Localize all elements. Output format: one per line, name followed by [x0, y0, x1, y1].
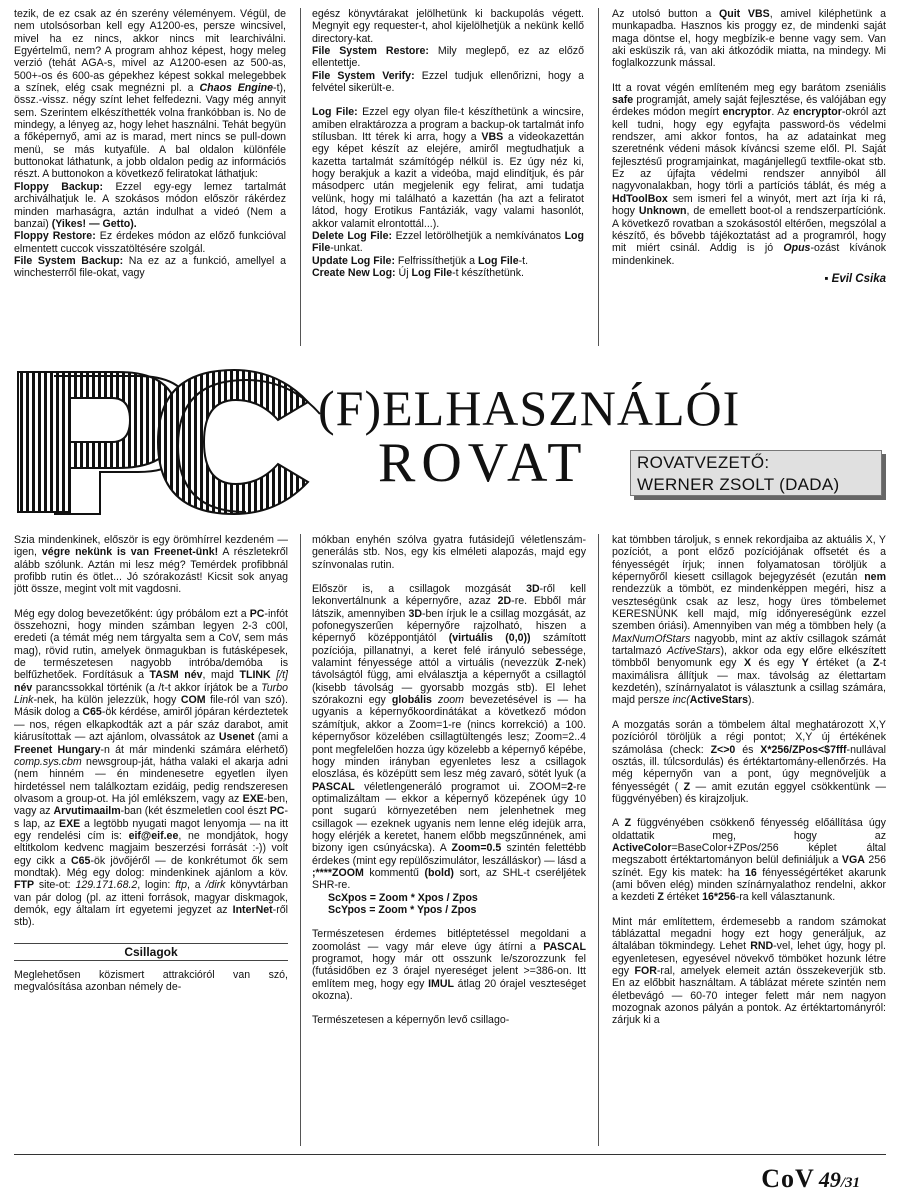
paragraph: egész könyvtárakat jelölhetünk ki backupolás végett. Megnyit egy requester-t, ahol kijelölhetjük a nekünk kellő directory-kat. File System Restore: Mily meglepő, ez az előző ellentettje. File System Verify: Ezzel tudjuk ellenőrizni, hogy a felvétel sikerült-e.	[312, 8, 584, 95]
page-total: /31	[840, 1175, 860, 1191]
article-column-3	[612, 534, 886, 1148]
article-column-2	[312, 534, 586, 1148]
paragraph: tezik, de ez csak az én szerény véleményem. Végül, de nem utolsósorban kell egy A1200-es, persze wincsivel, mivel ha ez nincs, akkor nincs mit learchiválni. Egyértelmű, nem? A program ahhoz képest, hogy meleg verzió (tehát AGA-s, mivel az A1200-esen az 500-as, 500+-os és 600-as gépekhez képest sokkal melegebbek a színek, elég csak megnézni pl. a Chaos Engine-t), össz.-vissz. négy színt lehet felfedezni. Vagy még annyit sem. Szerintem elkészíthették volna frankóbban is. No de mindegy, a lényeg az, hogy lehet használni. Tehát begyün a főképernyő, ami az is marad, mert nincs se pull-down menü, se más kutyafüle. A bal oldalon különféle buttonokat láthatunk, a jobb oldalon pedig az információs részt. A buttonokon a következő feliratokat láthatjuk: Floppy Backup: Ezzel egy-egy lemez tartalmát archiválhatjuk le. A szokásos módon először rákérdez minden marhaságra, aztán indulhat a videó (Nem a banzai) (Yikes! — Getto). Floppy Restore: Ez érdekes módon az előző funkcióval elmentett cuccok visszatöltésére szolgál. File System Backup: Na ez az a funkció, amellyel a winchesterről file-okat, vagy	[14, 8, 286, 280]
paragraph: Meglehetősen közismert attrakcióról van szó, megvalósítása azonban némely de-	[14, 969, 288, 994]
pc-logo-icon	[8, 362, 328, 522]
paragraph: Először is, a csillagok mozgását 3D-ről kell lekonvertálnunk a képernyőre, azaz 2D-re. Ebből már látszik, amennyiben 3D-ben írjuk le a csillag mozgását, az pofonegyszerűen képernyőre rajzolható, hiszen a képernyő középpontjától (virtuális (0,0)) számított pozíciója, pillanatnyi, a keret felé irányuló sebessége, valamint fényessége attól a virtuális (nevezzük Z-nek) távolságtól függ, ami elválasztja a képernyőt a csillagtól (kisebb távolság — gyorsabb mozgás stb). El lehet szórakozni egy globális zoom bevezetésével is — ha ugyanis a képernyőkoordinátákat a következő módon számítjuk, akkor a Zoom=1-re (nincs korrekció) a 100. képernyősor közelében csillagtültengés lesz; Zoom=2..4 pont megfelelően hozza úgy közelebb a képernyő képébe, hogy minden irányban egyenletes lesz a csillagok eloszlása, és középütt sem lesz még zavaró, sötét lyuk (a PASCAL véletlengeneráló programot ui. ZOOM=2-re optimalizáltam — ekkor a képernyő közepének úgy 10 pont sugarú környezetében nem jelenhetnek meg csillagok — ezeknek ugyanis nem lenne elég idejük arra, hogy elérjék a keretet, hanem előbb megszűnnének, ami bizony igen csúnyácska). A Zoom=0.5 szintén felettébb érdekes (mint egy repülőszimulátor, leszálláskor) — lásd a ;****ZOOM kommentű (bold) sort, az SHL-t cseréljétek SHR-re.	[312, 583, 586, 892]
author-signature: ▪ Evil Csika	[824, 272, 886, 285]
column-divider	[300, 8, 301, 346]
page-number: 49	[818, 1167, 841, 1192]
top-column-2	[312, 8, 584, 348]
page-footer	[761, 1164, 860, 1194]
footer-rule	[14, 1154, 886, 1155]
section-heading: Csillagok	[14, 943, 288, 961]
header-title-line2: ROVAT	[378, 432, 588, 494]
column-divider	[300, 534, 301, 1146]
column-divider	[598, 534, 599, 1146]
paragraph: Természetesen a képernyőn levő csillago-	[312, 1014, 510, 1027]
top-column-1	[14, 8, 286, 348]
paragraph: Még egy dolog bevezetőként: úgy próbálom ezt a PC-infót összehozni, hogy minden számban legyen 2-3 c00l, eredeti (a témát még nem tárgyalta sem a CoV, sem más mag), rövid rutin, amelyek önmagukban is futásképesek, de természetesen nagyobb intróba/demóba is belfűzhetőek. Fordításuk a TASM név, majd TLINK [/t] név parancssokkal történik (a /t-t akkor írjátok be a Turbo Link-nek, ha külön jelezzük, hogy COM file-ról van szó). Másik dolog a C65-ök kérdése, amiről jópáran kérdeztetek — nos, régen elkapkodták azt a pár száz darabot, amit kiárusítottak — azt ajánlom, olvassátok az Usenet (ami a Freenet Hungary-n át már mindenki számára elérhető) comp.sys.cbm newsgroup-ját, hátha valaki el akarja adni (nem hinném — én mindenesetre egyetlen ilyen hirdetéssel nem találkoztam ezidáig, pedig rendszeresen olvasom a group-ot. Ha jól emlékszem, vagy az EXE-ben, vagy az Arvutimaailm-ban (két észmeletlen cool észt PC-s lap, az EXE a legtöbb nyugati magot lenyomja — na itt egy rendelési cím is: eif@eif.ee, ne mondjátok, hogy eltitkolom kedvenc magjaim beszerzési forrását :-)) volt egy cikk a C65-ök jövőjéről — de konkrétumot ők sem mondtak). Még egy dolog: mindenkinek ajánlom a köv. FTP site-ot: 129.171.68.2, login: ftp, a /dirk könyvtárban van pár dolog (pl. az itteni források, magyar diskmagok, demók, egy általam írt egyetemi jegyzet az InterNet-ről stb).	[14, 607, 288, 929]
paragraph: Természetesen érdemes bitléptetéssel megoldani a zoomolást — vagy már eleve úgy átírni a PASCAL programot, hogy már ott osszunk le/szorozzunk fel (futásidőben ez 3 órajel nyereséget jelent >=386-on. Itt említem meg, hogy egy IMUL átlag 20 órajel veszteséget okozna).	[312, 928, 586, 1003]
paragraph: Szia mindenkinek, először is egy örömhírrel kezdeném — igen, végre nekünk is van Freenet-ünk! A részletekről alább szólunk. Aztán mi lesz még? Temérdek profibbnál profibb rutin és ötlet... Jó szórakozást! Kicsit sok anyag jött össze, megint volt mit vagdosni.	[14, 534, 288, 596]
paragraph: Itt a rovat végén említeném meg egy barátom zseniális safe programját, amely saját fejlesztése, és valójában egy érdekes módon megírt encryptor. Az encryptor-okról azt kell tudni, hogy egy egyfajta password-ös védelmi rendszer, ami akkor fontos, ha az adatainkat meg szeretnénk védeni mások kíváncsi szeme elől. Pl. Saját fejlesztésű programjainkat, magánjellegű textfile-okat stb. Ez az újfajta védelmi rendszer annyiból áll nagyvonalakban, hogy törli a partíciós táblát, és még a HdToolBox sem ismeri fel a winyót, mert azt írja ki rá, hogy Unknown, de emellett boot-ol a rendszerpartíciónk. A következő rovatban a szokásostól eltérően, megszólal a készítő, és bővebb tájékoztatást ad a programról, hogy mit miért csinál. Addig is jó Opus-ozást kívánok mindenkinek.	[612, 81, 886, 267]
editor-label: ROVATVEZETŐ:	[637, 453, 770, 472]
paragraph: Az utolsó button a Quit VBS, amivel kiléphetünk a munkapadba. Hasznos kis proggy ez, de mindenki saját maga döntse el, hogy megbízik-e benne vagy sem. Van aki esküszik rá, van aki átkozódik miatta, na mindegy. Mi foglalkozzunk mással.	[612, 8, 886, 70]
magazine-logo: CoV	[761, 1164, 815, 1193]
editor-name: WERNER ZSOLT (DADA)	[637, 475, 840, 494]
editor-credit-box	[630, 450, 882, 496]
paragraph: Log File: Ezzel egy olyan file-t készíthetünk a wincsire, amiben elraktározza a program a backup-ok tartalmát info stílusban. Itt térek ki arra, hogy a VBS a videokazettán egy képet készít az elejére, amiről megtudhatjuk a kazetta tartalmát számítógép nélkül is. Ez úgy néz ki, hogy berakjuk a kazit a videóba, majd elindítjuk, és pár másodperc után megjelenik egy felirat, ami tudatja velünk, hogy mi található a kazettán (ha azt a feliratot látod, hogy Erotikus Fantáziák, vagy valami hasonlót, akkor valamit elrontottál...). Delete Log File: Ezzel letörölhetjük a nemkívánatos Log File-unkat. Update Log File: Felfrissíthetjük a Log File-t. Create New Log: Új Log File-t készíthetünk.	[312, 106, 584, 279]
code-line: ScYpos = Zoom * Ypos / Zpos	[328, 903, 477, 916]
column-divider	[598, 8, 599, 346]
paragraph: A Z függvényében csökkenő fényesség előállítása úgy oldattatik meg, hogy az ActiveColor=BaseColor+ZPos/256 képlet által megszabott értéktartományon belül definiáljuk a VGA 256 színét. Egy kis matek: ha 16 fényességértéket akarunk (ami bőven elég) minden színárnyalathoz rendelni, akkor a kezdeti Z értéket 16*256-ra kell választanunk.	[612, 817, 886, 904]
paragraph: Mint már említettem, érdemesebb a random számokat táblázattal megadni hogy ezt hogy generáljuk, az általában tökmindegy. Lehet RND-vel, lehet úgy, hogy pl. egyenletesen, egyesével növekvő tömböket hozunk létre egy FOR-ral, amelyek elemeit aztán összekeverjük stb. En az előbbit használtam. A táblázat mérete szintén nem életbevágó — 60-70 integer felett már nem nagyon mozognak azonos pályán a pontok. Az értéktartományról: zárjuk ki a	[612, 915, 886, 1027]
paragraph: kat tömbben tároljuk, s ennek rekordjaiba az aktuális X, Y pozíciót, a pont előző pozíciójának offsetét és a fényességét írjuk; innen folyamatosan töröljük a képernyőről kiesett csillagok bejegyzését (ezután nem rendezzük a tömböt, ez mindenképpen megéri, hisz a veszteségünk csak az lesz, hogy üres tömbelemet KERESNÜNK kell majd, míg időnyereségünk ezzel szemben óriási). Amennyiben van még a tömbben hely (a MaxNumOfStars nagyobb, mint az aktív csillagok számát tartalmazó ActiveStars), akkor oda egy előre elkészített tömbből benyomunk egy X és egy Y értéket (a Z-t maximálisra állítjuk — max. távolság az élettartam kezdetén), színárnyalatot is választunk a csillag számára, majd persze inc(ActiveStars).	[612, 534, 886, 707]
code-line: ScXpos = Zoom * Xpos / Zpos	[328, 891, 478, 904]
paragraph: A mozgatás során a tömbelem által meghatározott X,Y pozícióról töröljük a régi pontot; X,Y új értékének számolása (check: Z<>0 és X*256/ZPos<$7fff-nullával osztás, ill. túlcsordulás) és értéktartomány-ellenőrzés. Ha még képernyőn van a pont, úgy megnöveljük a fényességét ( Z — amit ezután eggyel csökkentünk — függvényében) és kirajzoljuk.	[612, 718, 886, 805]
article-column-1	[14, 534, 288, 1148]
top-column-3	[612, 8, 886, 358]
header-title-line1: (F)ELHASZNÁLÓI	[318, 380, 741, 436]
paragraph: mókban enyhén szólva gyatra futásidejű véletlenszám-generálás stb. Nos, egy kis elméleti alapozás, majd egy színvonalas rutin.	[312, 534, 586, 571]
column-header-banner	[0, 362, 900, 530]
